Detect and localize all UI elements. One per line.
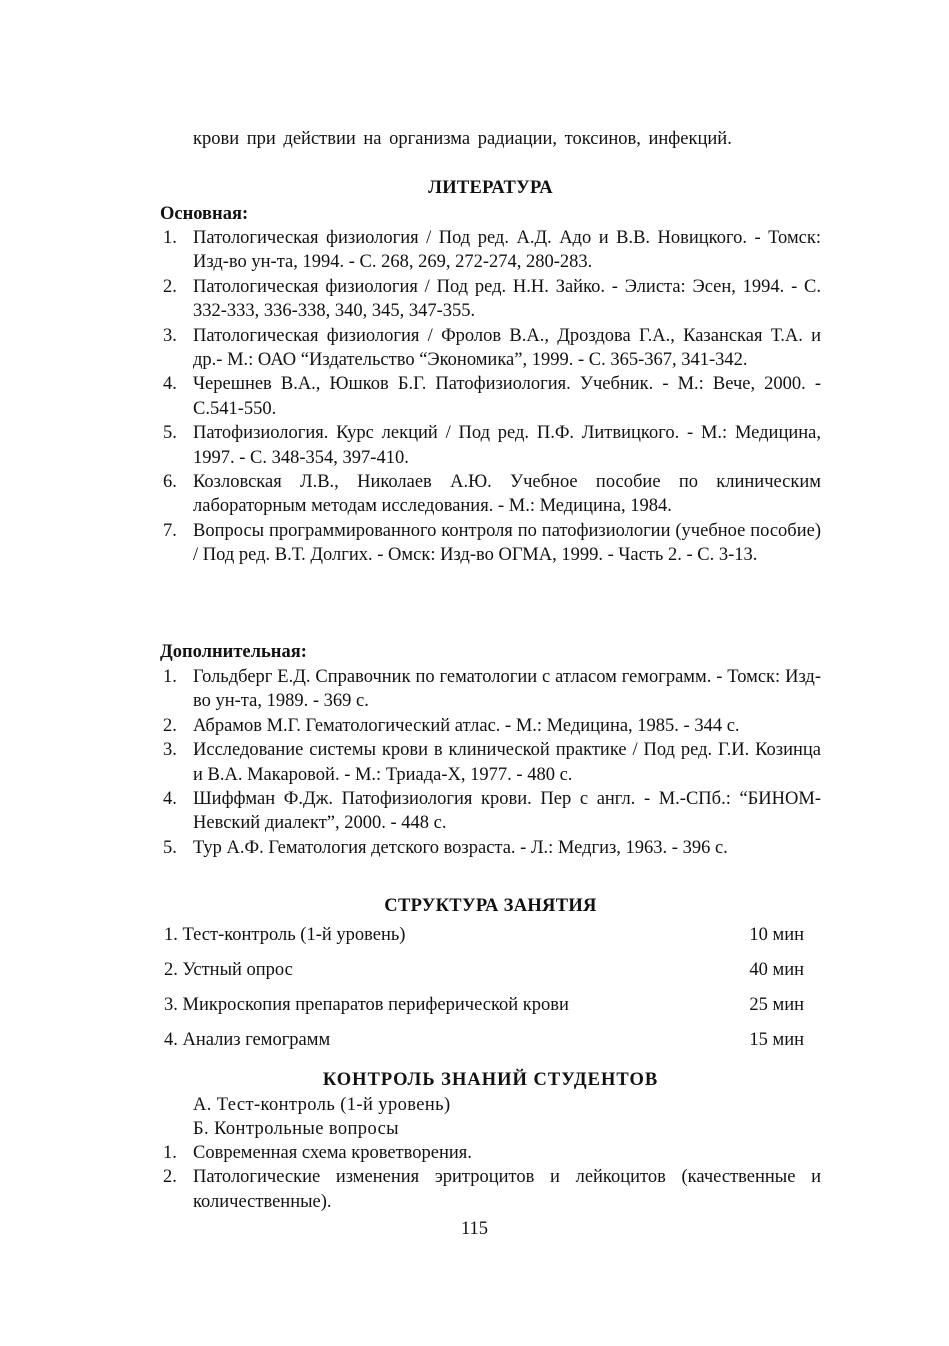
item-text: Абрамов М.Г. Гематологический атлас. - М.: Медицина, 1985. - 344 с. xyxy=(193,715,740,736)
item-text: Патологическая физиология / Под ред. А.Д. Адо и В.В. Новицкого. - Томск: Изд-во ун-та, 1994. - С. 268, 269, 272-274, 280-283. xyxy=(193,228,821,273)
list-item xyxy=(160,714,821,738)
intro-line: крови при действии на организма радиации, токсинов, инфекций. xyxy=(193,129,732,149)
structure-row xyxy=(164,923,804,958)
list-item xyxy=(160,738,821,787)
structure-row-text: 1. Тест-контроль (1-й уровень) xyxy=(164,925,406,945)
structure-row xyxy=(164,993,804,1028)
list-item xyxy=(160,836,821,860)
list-item xyxy=(160,372,821,421)
structure-row xyxy=(164,1028,804,1063)
structure-row-text: 4. Анализ гемограмм xyxy=(164,1030,331,1050)
item-text: Шиффман Ф.Дж. Патофизиология крови. Пер с англ. - М.-СПб.: “БИНОМ-Невский диалект”, 2000. - 448 с. xyxy=(193,789,821,834)
list-item xyxy=(160,226,821,275)
item-number: 6. xyxy=(163,472,177,493)
item-number: 3. xyxy=(163,740,177,761)
list-item xyxy=(160,519,821,568)
list-item xyxy=(160,787,821,836)
basic-literature-label: Основная: xyxy=(160,204,249,224)
item-number: 3. xyxy=(163,325,177,346)
control-sub-a: А. Тест-контроль (1-й уровень) xyxy=(193,1095,451,1115)
item-number: 7. xyxy=(163,520,177,541)
item-number: 1. xyxy=(163,1143,177,1163)
item-number: 4. xyxy=(163,374,177,395)
structure-row-time: 15 мин xyxy=(749,1030,804,1050)
item-text: Вопросы программированного контроля по патофизиологии (учебное пособие) / Под ред. В.Т. Долгих. - Омск: Изд-во ОГМА, 1999. - Часть 2. - С. 3-13. xyxy=(193,520,821,566)
list-item xyxy=(160,1165,821,1214)
structure-row xyxy=(164,958,804,993)
item-number: 2. xyxy=(163,715,177,736)
structure-table xyxy=(164,923,804,1063)
item-number: 5. xyxy=(163,423,177,444)
item-text: Тур А.Ф. Гематология детского возраста. - Л.: Медгиз, 1963. - 396 с. xyxy=(193,837,728,858)
list-item xyxy=(160,421,821,470)
structure-row-time: 10 мин xyxy=(749,925,804,945)
list-item xyxy=(160,324,821,373)
page-number: 115 xyxy=(460,1219,489,1239)
item-number: 1. xyxy=(163,228,177,248)
list-item xyxy=(160,470,821,519)
control-heading: КОНТРОЛЬ ЗНАНИЙ СТУДЕНТОВ xyxy=(322,1070,659,1090)
basic-literature-list xyxy=(160,226,821,568)
list-item xyxy=(160,275,821,324)
item-text: Козловская Л.В., Николаев А.Ю. Учебное пособие по клиническим лабораторным методам исследования. - М.: Медицина, 1984. xyxy=(193,472,821,517)
structure-row-time: 40 мин xyxy=(749,960,804,980)
item-number: 2. xyxy=(163,1167,177,1188)
item-text: Гольдберг Е.Д. Справочник по гематологии с атласом гемограмм. - Томск: Изд-во ун-та, 1989. - 369 с. xyxy=(193,667,821,712)
item-number: 1. xyxy=(163,667,177,687)
item-text: Патофизиология. Курс лекций / Под ред. П.Ф. Литвицкого. - М.: Медицина, 1997. - С. 348-354, 397-410. xyxy=(193,423,821,468)
structure-heading: СТРУКТУРА ЗАНЯТИЯ xyxy=(384,896,597,916)
item-number: 2. xyxy=(163,276,177,297)
control-questions-list xyxy=(160,1141,821,1214)
structure-row-time: 25 мин xyxy=(749,995,804,1015)
structure-row-text: 2. Устный опрос xyxy=(164,960,293,980)
item-text: Патологическая физиология / Под ред. Н.Н. Зайко. - Элиста: Эсен, 1994. - С. 332-333, 336-338, 340, 345, 347-355. xyxy=(193,276,821,322)
item-number: 5. xyxy=(163,837,177,858)
list-item xyxy=(160,665,821,714)
item-text: Патологические изменения эритроцитов и лейкоцитов (качественные и количественные). xyxy=(193,1167,821,1212)
additional-literature-label: Дополнительная: xyxy=(160,642,307,662)
item-text: Современная схема кроветворения. xyxy=(193,1143,472,1163)
item-text: Исследование системы крови в клинической практике / Под ред. Г.И. Козинца и В.А. Макаровой. - М.: Триада-Х, 1977. - 480 с. xyxy=(193,740,821,785)
item-text: Патологическая физиология / Фролов В.А., Дроздова Г.А., Казанская Т.А. и др.- М.: ОАО “Издательство “Экономика”, 1999. - С. 365-367, 341-342. xyxy=(193,325,821,371)
item-text: Черешнев В.А., Юшков Б.Г. Патофизиология. Учебник. - М.: Вече, 2000. - С.541-550. xyxy=(193,374,821,419)
item-number: 4. xyxy=(163,789,177,810)
list-item xyxy=(160,1141,821,1165)
additional-literature-list xyxy=(160,665,821,860)
control-sub-b: Б. Контрольные вопросы xyxy=(193,1119,400,1139)
structure-row-text: 3. Микроскопия препаратов периферической крови xyxy=(164,995,569,1015)
literature-heading: ЛИТЕРАТУРА xyxy=(428,178,553,198)
